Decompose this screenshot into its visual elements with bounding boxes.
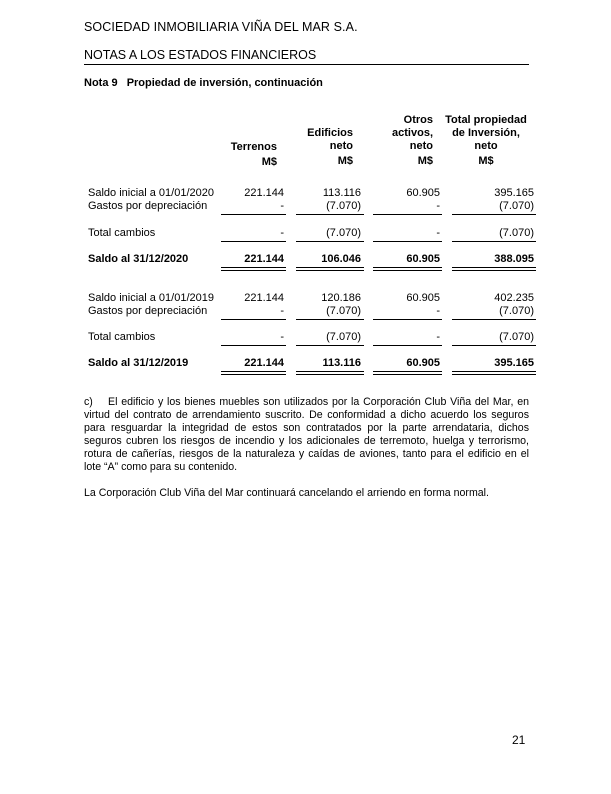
table-cell: 395.165: [494, 357, 534, 369]
col-header-unit: M$: [417, 155, 433, 167]
table-cell: (7.070): [326, 305, 361, 317]
table-cell: 60.905: [406, 292, 440, 304]
underline: [452, 214, 536, 215]
table-cell: (7.070): [326, 200, 361, 212]
table-cell: -: [280, 227, 284, 239]
table-cell: 402.235: [494, 292, 534, 304]
table-row-label: Saldo inicial a 01/01/2020: [88, 187, 214, 199]
note-number: Nota 9: [84, 77, 118, 89]
underline: [452, 241, 536, 242]
table-row-label: Total cambios: [88, 331, 156, 343]
underline: [452, 319, 536, 320]
table-cell: (7.070): [499, 305, 534, 317]
underline: [373, 319, 442, 320]
col-header-line: Otros: [403, 114, 433, 126]
underline: [221, 319, 286, 320]
table-cell: 106.046: [321, 253, 361, 265]
table-row-label: Gastos por depreciación: [88, 305, 208, 317]
note-title: Propiedad de inversión, continuación: [126, 77, 323, 89]
table-cell: -: [436, 227, 440, 239]
col-header-line: neto: [474, 140, 498, 152]
double-underline: [373, 267, 442, 271]
table-cell: (7.070): [499, 200, 534, 212]
underline: [221, 214, 286, 215]
table-cell: (7.070): [326, 331, 361, 343]
table-cell: -: [280, 305, 284, 317]
double-underline: [452, 371, 536, 375]
table-cell: -: [436, 200, 440, 212]
underline: [296, 319, 364, 320]
col-header-line: activos,: [392, 127, 433, 139]
underline: [296, 241, 364, 242]
paragraph-label: c): [84, 396, 93, 408]
paragraph-c: [84, 396, 529, 474]
double-underline: [452, 267, 536, 271]
table-cell: (7.070): [499, 331, 534, 343]
table-row-label: Saldo al 31/12/2020: [88, 253, 189, 265]
underline: [373, 241, 442, 242]
table-cell: 221.144: [244, 357, 284, 369]
company-name: SOCIEDAD INMOBILIARIA VIÑA DEL MAR S.A.: [84, 20, 358, 34]
section-title: NOTAS A LOS ESTADOS FINANCIEROS: [84, 48, 317, 62]
table-row-label: Saldo inicial a 01/01/2019: [88, 292, 214, 304]
table-cell: 60.905: [406, 253, 440, 265]
table-cell: 60.905: [406, 187, 440, 199]
col-header-line: neto: [329, 140, 353, 152]
underline: [221, 241, 286, 242]
paragraph-text: El edificio y los bienes muebles son utilizados por la Corporación Club Viña del Mar, en virtud del contrato de arrendamiento suscrito. De conformidad a dicho acuerdo los seguros para resguardar la integridad de estos son contratados por la parte arrendataria, dichos seguros cubren los riesgos de incendio y los adicionales de terremoto, huelga y terrorismo, rotura de cañerías, riesgos de la naturaleza y caídas de aviones, tanto para el edificio en el lote “A” como para su contenido.: [84, 396, 529, 473]
table-cell: (7.070): [499, 227, 534, 239]
double-underline: [221, 371, 286, 375]
table-cell: -: [436, 305, 440, 317]
col-header-unit: M$: [337, 155, 353, 167]
table-cell: 113.116: [322, 357, 361, 369]
col-header-unit: M$: [261, 156, 277, 168]
underline: [373, 345, 442, 346]
table-cell: -: [436, 331, 440, 343]
table-cell: -: [280, 200, 284, 212]
table-row-label: Total cambios: [88, 227, 156, 239]
col-header-otros: [370, 114, 433, 168]
table-cell: (7.070): [326, 227, 361, 239]
double-underline: [296, 371, 364, 375]
table-cell: 221.144: [244, 187, 284, 199]
closing-text: La Corporación Club Viña del Mar continuará cancelando el arriendo en forma normal.: [84, 487, 489, 499]
table-cell: 221.144: [244, 253, 284, 265]
table-cell: 113.116: [322, 187, 361, 199]
underline: [296, 214, 364, 215]
underline: [296, 345, 364, 346]
col-header-line: Total propiedad: [445, 114, 527, 126]
col-header-line: Terrenos: [230, 141, 277, 153]
col-header-line: neto: [409, 140, 433, 152]
double-underline: [221, 267, 286, 271]
table-cell: -: [280, 331, 284, 343]
col-header-edificios: [290, 127, 353, 168]
col-header-line: de Inversión,: [452, 127, 520, 139]
table-row-label: Saldo al 31/12/2019: [88, 357, 189, 369]
note-heading: [84, 77, 323, 89]
col-header-unit: M$: [478, 155, 494, 167]
col-header-terrenos: [200, 141, 277, 169]
header-rule: [84, 64, 529, 65]
col-header-total: [438, 114, 534, 168]
underline: [373, 214, 442, 215]
table-cell: 221.144: [244, 292, 284, 304]
table-cell: 388.095: [494, 253, 534, 265]
table-cell: 120.186: [321, 292, 361, 304]
underline: [221, 345, 286, 346]
table-cell: 395.165: [494, 187, 534, 199]
double-underline: [373, 371, 442, 375]
table-row-label: Gastos por depreciación: [88, 200, 208, 212]
page-number: 21: [512, 733, 526, 747]
col-header-line: Edificios: [307, 127, 353, 139]
table-cell: 60.905: [406, 357, 440, 369]
double-underline: [296, 267, 364, 271]
underline: [452, 345, 536, 346]
